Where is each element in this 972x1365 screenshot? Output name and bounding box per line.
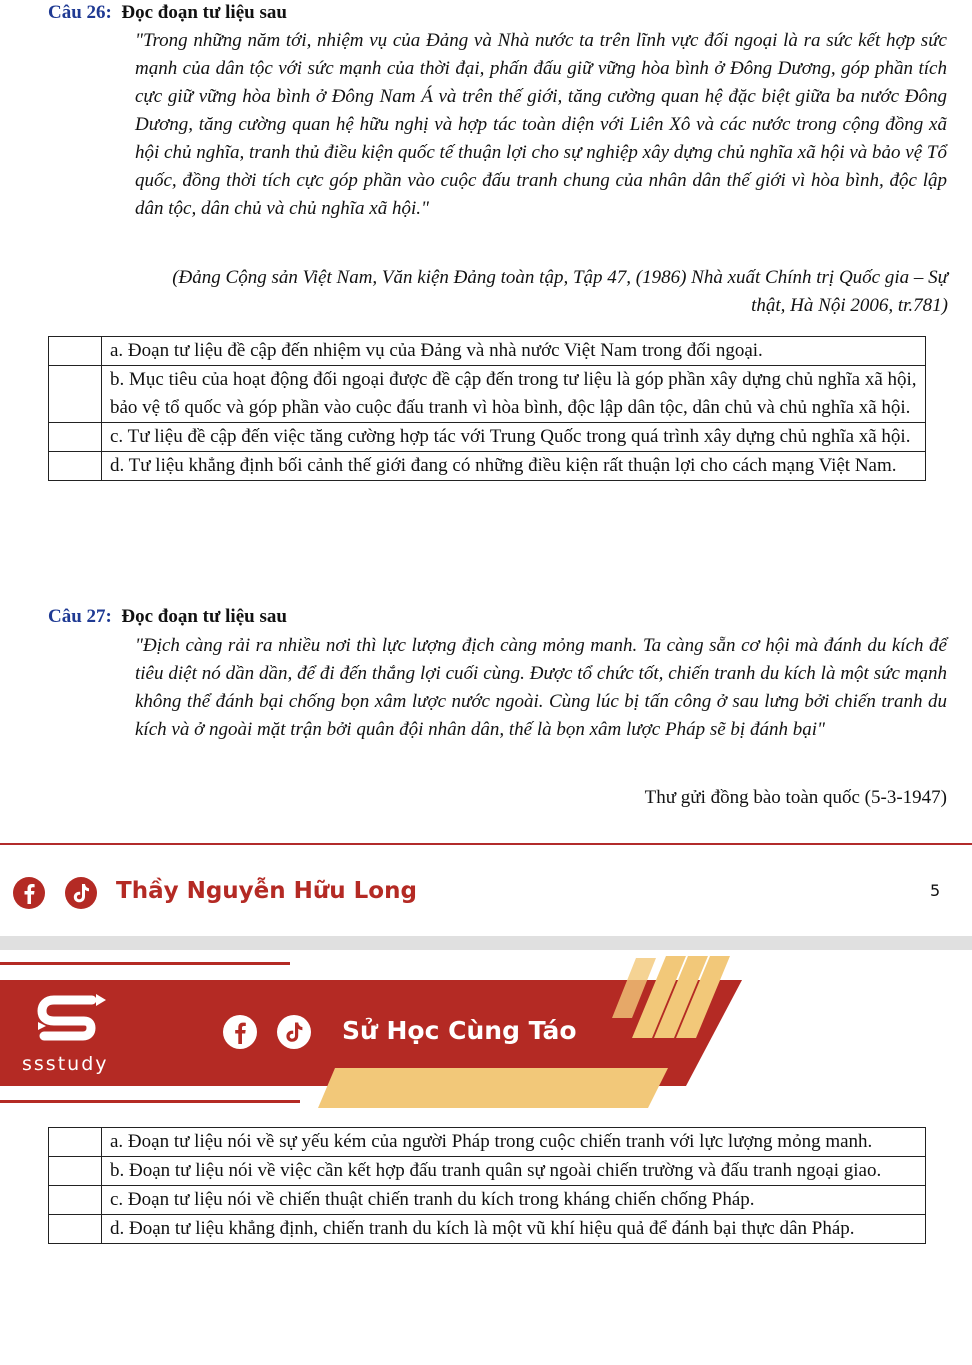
banner-title: Sử Học Cùng Táo	[342, 1016, 577, 1045]
q26-option-row	[49, 366, 926, 423]
ssstudy-logo-icon	[36, 994, 106, 1046]
q26-answer-box-a[interactable]	[49, 337, 102, 366]
q27-answer-box-a[interactable]	[49, 1128, 102, 1157]
q26-answer-box-b[interactable]	[49, 366, 102, 423]
q26-option-a: a. Đoạn tư liệu đề cập đến nhiệm vụ của Đảng và nhà nước Việt Nam trong đối ngoại.	[102, 337, 926, 366]
page-separator	[0, 936, 972, 950]
q26-option-row	[49, 337, 926, 366]
q27-answer-box-d[interactable]	[49, 1215, 102, 1244]
q27-answer-box-c[interactable]	[49, 1186, 102, 1215]
q27-option-row	[49, 1186, 926, 1215]
q26-header	[48, 2, 287, 24]
facebook-icon[interactable]	[12, 876, 46, 910]
q27-prompt: Đọc đoạn tư liệu sau	[121, 606, 287, 627]
banner-facebook-icon[interactable]	[222, 1014, 258, 1050]
q26-options-table	[48, 336, 926, 481]
q27-option-row	[49, 1128, 926, 1157]
q26-option-d: d. Tư liệu khẳng định bối cảnh thế giới đang có những điều kiện rất thuận lợi cho cách mạng Việt Nam.	[102, 452, 926, 481]
q26-prompt: Đọc đoạn tư liệu sau	[121, 2, 287, 23]
q26-number: Câu 26:	[48, 2, 112, 23]
q27-option-row	[49, 1215, 926, 1244]
author-name: Thầy Nguyễn Hữu Long	[116, 878, 417, 904]
banner-brand: ssstudy	[22, 1053, 109, 1075]
q27-quote: "Địch càng rải ra nhiều nơi thì lực lượng địch càng mỏng manh. Ta càng sẵn cơ hội mà đánh du kích để tiêu diệt nó dần dần, để đi đến thắng lợi cuối cùng. Được tổ chức tốt, chiến tranh du kích là một sức mạnh không thể đánh bại chống bọn xâm lược nước ngoài. Cùng lúc bị tấn công ở sau lưng bởi chiến tranh du kích và ở ngoài mặt trận bởi quân đội nhân dân, thế là bọn xâm lược Pháp sẽ bị đánh bại"	[135, 635, 947, 740]
q26-quote: "Trong những năm tới, nhiệm vụ của Đảng và Nhà nước ta trên lĩnh vực đối ngoại là ra sức kết hợp sức mạnh của dân tộc với sức mạnh của thời đại, phấn đấu giữ vững hòa bình ở Đông Dương, góp phần tích cực giữ vững hòa bình ở Đông Nam Á và trên thế giới, tăng cường quan hệ đặc biệt giữa ba nước Đông Dương, tăng cường quan hệ hữu nghị và hợp tác toàn diện với Liên Xô và các nước trong cộng đồng xã hội chủ nghĩa, tranh thủ điều kiện quốc tế thuận lợi cho sự nghiệp xây dựng chủ nghĩa xã hội và bảo vệ Tổ quốc, đồng thời tích cực góp phần vào cuộc đấu tranh chung của nhân dân thế giới vì hòa bình, độc lập dân tộc, dân chủ và chủ nghĩa xã hội."	[135, 30, 947, 219]
q27-option-c: c. Đoạn tư liệu nói về chiến thuật chiến tranh du kích trong kháng chiến chống Pháp.	[102, 1186, 926, 1215]
q27-answer-box-b[interactable]	[49, 1157, 102, 1186]
q26-option-c: c. Tư liệu đề cập đến việc tăng cường hợp tác với Trung Quốc trong quá trình xây dựng chủ nghĩa xã hội.	[102, 423, 926, 452]
q27-source: Thư gửi đồng bào toàn quốc (5-3-1947)	[644, 787, 947, 808]
q26-answer-box-c[interactable]	[49, 423, 102, 452]
q27-option-b: b. Đoạn tư liệu nói về việc cần kết hợp đấu tranh quân sự ngoài chiến trường và đấu tranh ngoại giao.	[102, 1157, 926, 1186]
q27-options-table	[48, 1127, 926, 1244]
page-number: 5	[930, 881, 941, 900]
q26-option-row	[49, 423, 926, 452]
banner-tiktok-icon[interactable]	[276, 1014, 312, 1050]
q26-option-row	[49, 452, 926, 481]
q27-option-d: d. Đoạn tư liệu khẳng định, chiến tranh du kích là một vũ khí hiệu quả để đánh bại thực dân Pháp.	[102, 1215, 926, 1244]
q27-number: Câu 27:	[48, 606, 112, 627]
q26-answer-box-d[interactable]	[49, 452, 102, 481]
q27-option-row	[49, 1157, 926, 1186]
q26-source: (Đảng Cộng sản Việt Nam, Văn kiện Đảng toàn tập, Tập 47, (1986) Nhà xuất Chính trị Quốc gia – Sự thật, Hà Nội 2006, tr.781)	[172, 267, 948, 316]
footer-rule	[0, 843, 972, 845]
q26-option-b: b. Mục tiêu của hoạt động đối ngoại được đề cập đến trong tư liệu là góp phần xây dựng chủ nghĩa xã hội, bảo vệ tổ quốc và góp phần vào cuộc đấu tranh vì hòa bình, độc lập dân tộc, dân chủ và chủ nghĩa xã hội.	[102, 366, 926, 423]
q27-option-a: a. Đoạn tư liệu nói về sự yếu kém của người Pháp trong cuộc chiến tranh với lực lượng mỏng manh.	[102, 1128, 926, 1157]
q27-header	[48, 606, 287, 628]
tiktok-icon[interactable]	[64, 876, 98, 910]
